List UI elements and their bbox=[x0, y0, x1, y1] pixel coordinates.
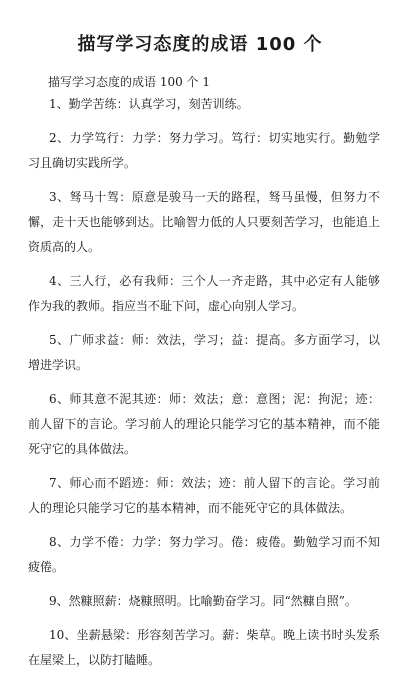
page-title: 描写学习态度的成语 100 个 bbox=[77, 34, 323, 55]
list-item: 4、三人行，必有我师：三个人一齐走路，其中必定有人能够作为我的教师。指应当不耻下问，虚心向别人学习。 bbox=[28, 274, 380, 313]
list-item: 5、广师求益：师：效法，学习；益：提高。多方面学习，以增进学识。 bbox=[28, 333, 380, 372]
section-heading: 描写学习态度的成语 100 个 1 bbox=[48, 75, 210, 89]
list-item: 8、力学不倦：力学：努力学习。倦：疲倦。勤勉学习而不知疲倦。 bbox=[28, 535, 380, 574]
list-item: 1、勤学苦练：认真学习，刻苦训练。 bbox=[49, 97, 249, 111]
list-item: 9、然糠照薪：烧糠照明。比喻勤奋学习。同“然糠自照”。 bbox=[49, 594, 357, 608]
list-item: 2、力学笃行：力学：努力学习。笃行：切实地实行。勤勉学习且确切实践所学。 bbox=[28, 131, 380, 170]
list-item: 7、师心而不蹈迹：师：效法；迹：前人留下的言论。学习前人的理论只能学习它的基本精神，而不能死守它的具体做法。 bbox=[28, 476, 380, 515]
idiom-list bbox=[28, 92, 380, 682]
list-item: 6、师其意不泥其迹：师：效法；意：意图；泥：拘泥；迹：前人留下的言论。学习前人的理论只能学习它的基本精神，而不能死守它的具体做法。 bbox=[28, 392, 380, 456]
list-item: 3、驽马十驾：原意是骏马一天的路程，驽马虽慢，但努力不懈，走十天也能够到达。比喻智力低的人只要刻苦学习，也能追上资质高的人。 bbox=[28, 190, 380, 254]
list-item: 10、坐薪悬梁：形容刻苦学习。薪：柴草。晚上读书时头发系在屋梁上，以防打瞌睡。 bbox=[28, 628, 380, 667]
